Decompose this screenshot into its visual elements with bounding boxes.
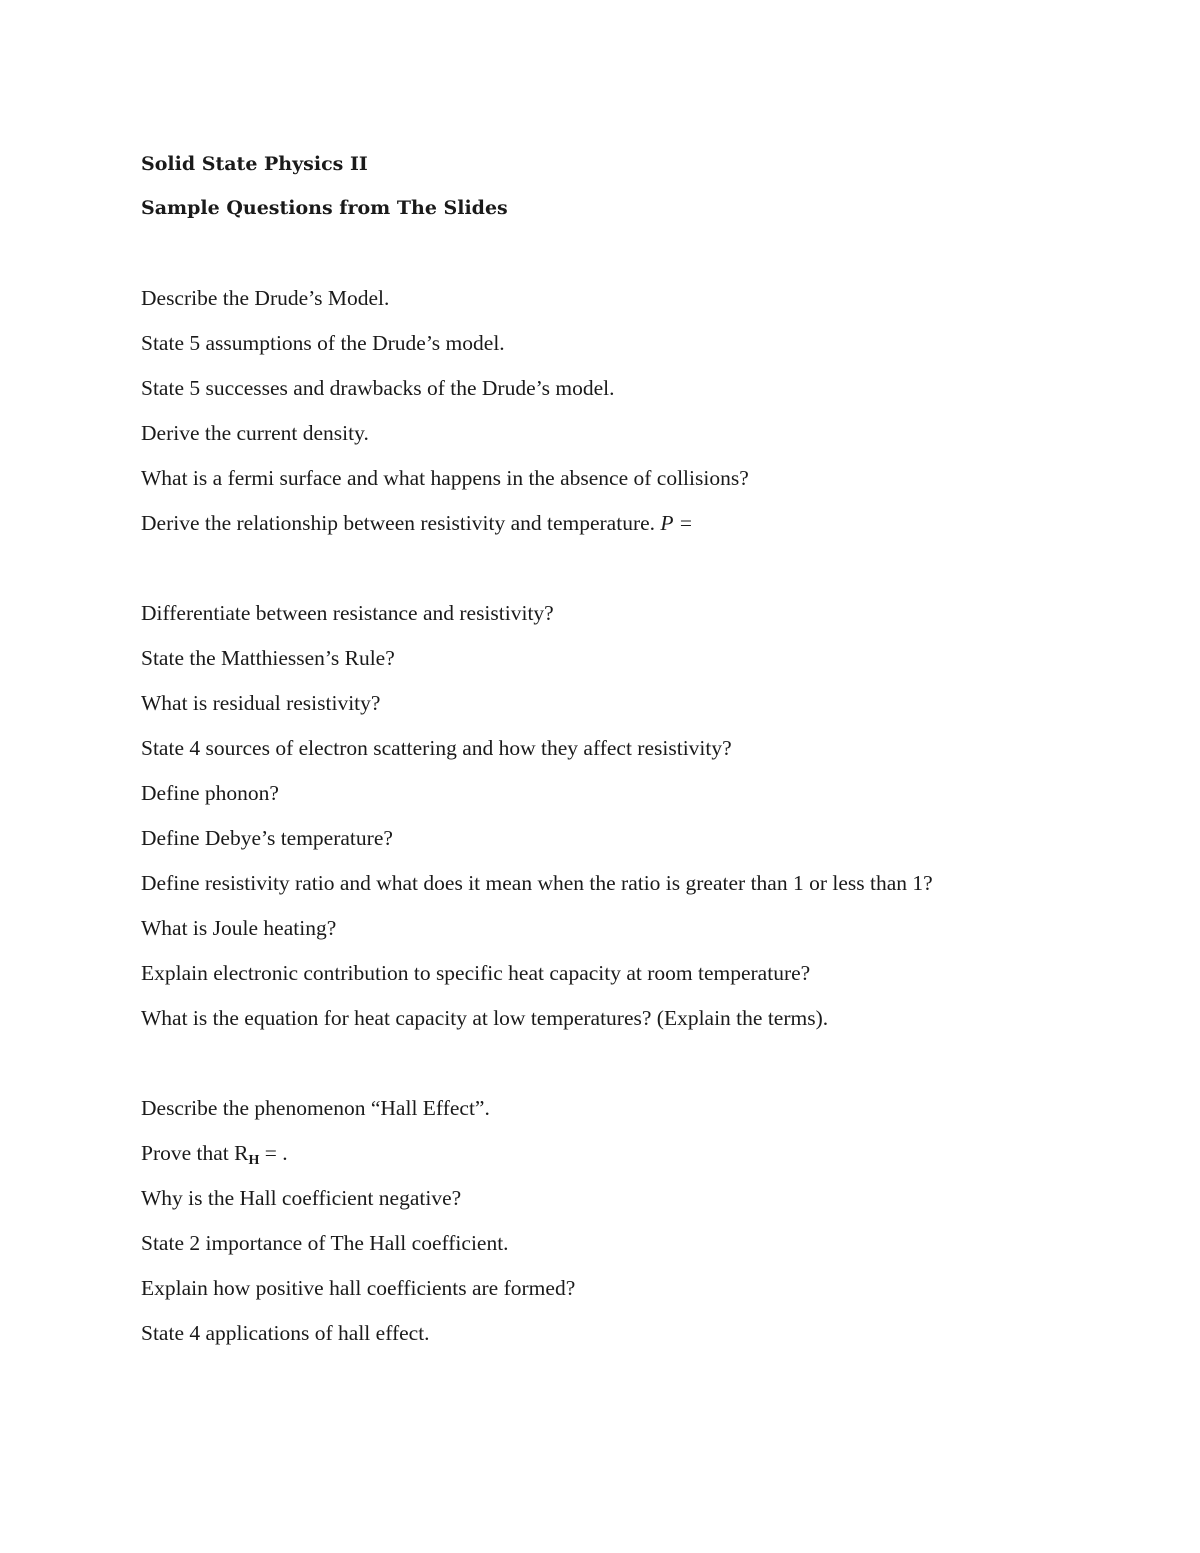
question-item: What is the equation for heat capacity at low temperatures? (Explain the terms). xyxy=(141,1006,829,1030)
question-text: Derive the relationship between resistivity and temperature. xyxy=(141,511,661,535)
question-item: State 4 sources of electron scattering and how they affect resistivity? xyxy=(141,736,732,760)
document-title: Solid State Physics II xyxy=(141,153,368,175)
document-body xyxy=(141,142,1101,1356)
question-item: Why is the Hall coefficient negative? xyxy=(141,1186,462,1210)
question-item: Define Debye’s temperature? xyxy=(141,826,393,850)
question-item: State 5 assumptions of the Drude’s model. xyxy=(141,331,505,355)
question-item: Derive the current density. xyxy=(141,421,369,445)
question-item: State the Matthiessen’s Rule? xyxy=(141,646,395,670)
prove-prefix: Prove that R xyxy=(141,1141,249,1165)
math-subscript: H xyxy=(248,1153,260,1168)
math-expression: P = xyxy=(660,511,694,535)
document-subtitle: Sample Questions from The Slides xyxy=(141,197,508,219)
question-item: State 5 successes and drawbacks of the Drude’s model. xyxy=(141,376,615,400)
question-item: Explain electronic contribution to specific heat capacity at room temperature? xyxy=(141,961,811,985)
question-item: Differentiate between resistance and resistivity? xyxy=(141,601,554,625)
question-item-prove xyxy=(141,1131,1101,1176)
spacer xyxy=(141,1041,1101,1086)
spacer xyxy=(141,230,1101,276)
question-item: Describe the Drude’s Model. xyxy=(141,286,390,310)
question-item: Define resistivity ratio and what does it mean when the ratio is greater than 1 or less than 1? xyxy=(141,871,933,895)
question-item: State 4 applications of hall effect. xyxy=(141,1321,430,1345)
question-item: State 2 importance of The Hall coefficient. xyxy=(141,1231,509,1255)
question-item: Define phonon? xyxy=(141,781,279,805)
question-item-resistivity xyxy=(141,501,1101,546)
question-item: Describe the phenomenon “Hall Effect”. xyxy=(141,1096,490,1120)
spacer xyxy=(141,546,1101,591)
question-item: What is Joule heating? xyxy=(141,916,337,940)
question-item: Explain how positive hall coefficients are formed? xyxy=(141,1276,576,1300)
question-item: What is residual resistivity? xyxy=(141,691,381,715)
question-item: What is a fermi surface and what happens in the absence of collisions? xyxy=(141,466,749,490)
prove-suffix: = . xyxy=(259,1141,288,1165)
